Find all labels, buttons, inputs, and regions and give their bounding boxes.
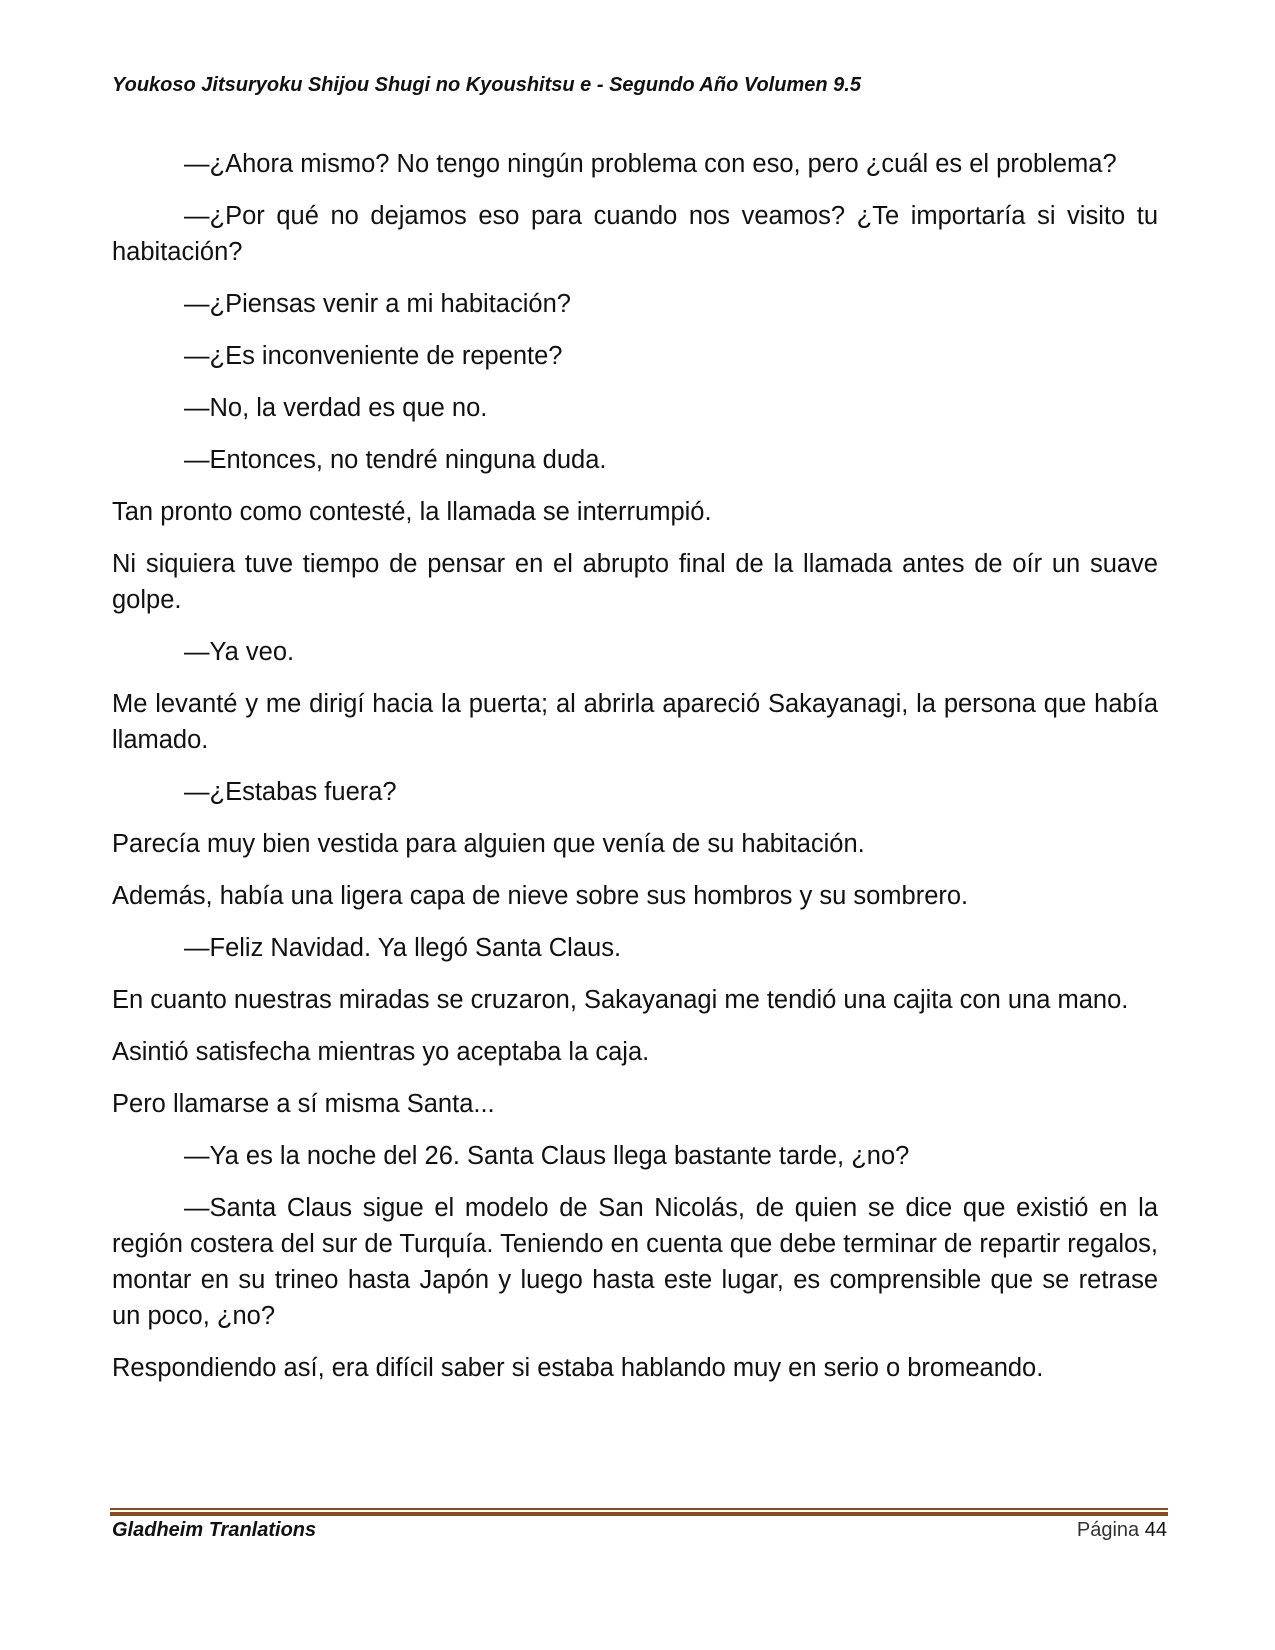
paragraph: Pero llamarse a sí misma Santa... — [112, 1090, 495, 1118]
paragraph: —¿Por qué no dejamos eso para cuando nos veamos? ¿Te importaría si visito tu habitación? — [112, 202, 1158, 266]
footer-divider-thin-line — [110, 1508, 1168, 1510]
footer-translator-credit: Gladheim Tranlations — [112, 1519, 317, 1541]
paragraph: —¿Ahora mismo? No tengo ningún problema con eso, pero ¿cuál es el problema? — [184, 150, 1117, 178]
paragraph: Parecía muy bien vestida para alguien que venía de su habitación. — [112, 830, 865, 858]
paragraph: Tan pronto como contesté, la llamada se interrumpió. — [112, 498, 712, 526]
page-label: Página — [1076, 1519, 1140, 1541]
paragraph: Además, había una ligera capa de nieve sobre sus hombros y su sombrero. — [112, 882, 969, 910]
page-body — [112, 146, 1158, 1402]
footer-page-number — [1077, 1519, 1167, 1542]
paragraph: —¿Es inconveniente de repente? — [184, 342, 563, 370]
footer-divider — [110, 1508, 1168, 1516]
paragraph: Asintió satisfecha mientras yo aceptaba la caja. — [112, 1038, 650, 1066]
paragraph: —¿Estabas fuera? — [184, 778, 397, 806]
page-number: 44 — [1144, 1519, 1167, 1541]
paragraph: Ni siquiera tuve tiempo de pensar en el abrupto final de la llamada antes de oír un suave golpe. — [112, 550, 1158, 614]
footer-divider-thick-line — [110, 1512, 1168, 1516]
paragraph: En cuanto nuestras miradas se cruzaron, Sakayanagi me tendió una cajita con una mano. — [112, 986, 1129, 1014]
paragraph: —No, la verdad es que no. — [184, 394, 488, 422]
paragraph: Respondiendo así, era difícil saber si estaba hablando muy en serio o bromeando. — [112, 1354, 1044, 1382]
paragraph: —Entonces, no tendré ninguna duda. — [184, 446, 607, 474]
paragraph: —Santa Claus sigue el modelo de San Nicolás, de quien se dice que existió en la región costera del sur de Turquía. Teniendo en cuenta que debe terminar de repartir regalos, montar en su trineo hasta Japón y luego hasta este lugar, es comprensible que se retrase un poco, ¿no? — [112, 1194, 1158, 1330]
page-header-title: Youkoso Jitsuryoku Shijou Shugi no Kyoushitsu e - Segundo Año Volumen 9.5 — [112, 74, 861, 96]
paragraph: Me levanté y me dirigí hacia la puerta; al abrirla apareció Sakayanagi, la persona que había llamado. — [112, 690, 1158, 754]
paragraph: —¿Piensas venir a mi habitación? — [184, 290, 571, 318]
paragraph: —Ya es la noche del 26. Santa Claus llega bastante tarde, ¿no? — [184, 1142, 910, 1170]
paragraph: —Feliz Navidad. Ya llegó Santa Claus. — [184, 934, 622, 962]
paragraph: —Ya veo. — [184, 638, 295, 666]
